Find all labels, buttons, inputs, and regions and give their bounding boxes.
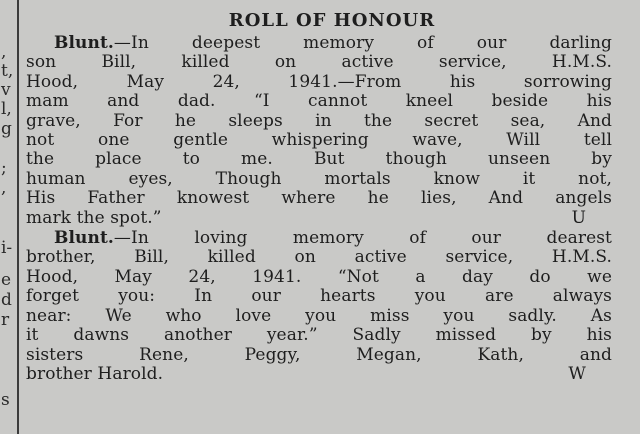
adjacent-column-fragment: r [1, 310, 10, 330]
adjacent-column-fragment: t, [1, 61, 14, 81]
notice-surname: Blunt. [54, 33, 114, 53]
notice-line: grave, For he sleeps in the secret sea, And [26, 110, 612, 131]
notice-line: forget you: In our hearts you are always [26, 286, 612, 307]
notice-line: human eyes, Though mortals know it not, [26, 168, 612, 189]
notice-signature-initial: W [568, 363, 586, 384]
adjacent-column-fragment: g [1, 119, 12, 139]
adjacent-column-fragment: d [1, 290, 12, 310]
adjacent-column-fragment: ; [1, 158, 7, 178]
notice-line: brother Harold. W [26, 363, 586, 384]
notice-line: sisters Rene, Peggy, Megan, Kath, and [26, 344, 612, 365]
notice-line: mark the spot.” U [26, 207, 586, 228]
adjacent-column-fragment: e [1, 270, 12, 290]
newspaper-clipping [26, 10, 612, 434]
adjacent-column-fragment: l, [1, 99, 12, 119]
notice-line: Blunt.—In deepest memory of our darling [54, 33, 612, 53]
notice-line: Hood, May 24, 1941. “Not a day do we [26, 266, 612, 287]
notice-parents [26, 34, 612, 228]
notice-sisters [26, 229, 612, 384]
notice-line: mam and dad. “I cannot kneel beside his [26, 91, 612, 112]
notice-line: near: We who love you miss you sadly. As [26, 305, 612, 326]
adjacent-column-fragment: , [1, 178, 7, 198]
notice-line: it dawns another year.” Sadly missed by his [26, 325, 612, 346]
notice-signature-initial: U [571, 207, 586, 228]
adjacent-column-fragment: i- [1, 238, 13, 258]
notice-line: Hood, May 24, 1941.—From his sorrowing [26, 71, 612, 92]
notice-line: Blunt.—In loving memory of our dearest [54, 228, 612, 249]
notice-line: brother, Bill, killed on active service, H.M.S. [26, 247, 612, 268]
notice-surname: Blunt. [54, 228, 114, 249]
notice-line: son Bill, killed on active service, H.M.S. [26, 52, 612, 73]
adjacent-column-edge [0, 0, 16, 434]
section-heading: ROLL OF HONOUR [228, 10, 436, 31]
column-rule [17, 0, 19, 434]
notice-line: the place to me. But though unseen by [26, 149, 612, 170]
adjacent-column-fragment: s [1, 390, 10, 410]
notice-line: His Father knowest where he lies, And angels [26, 188, 612, 209]
adjacent-column-fragment: , [1, 42, 7, 62]
notice-line: not one gentle whispering wave, Will tell [26, 130, 612, 151]
adjacent-column-fragment: v [1, 80, 11, 100]
